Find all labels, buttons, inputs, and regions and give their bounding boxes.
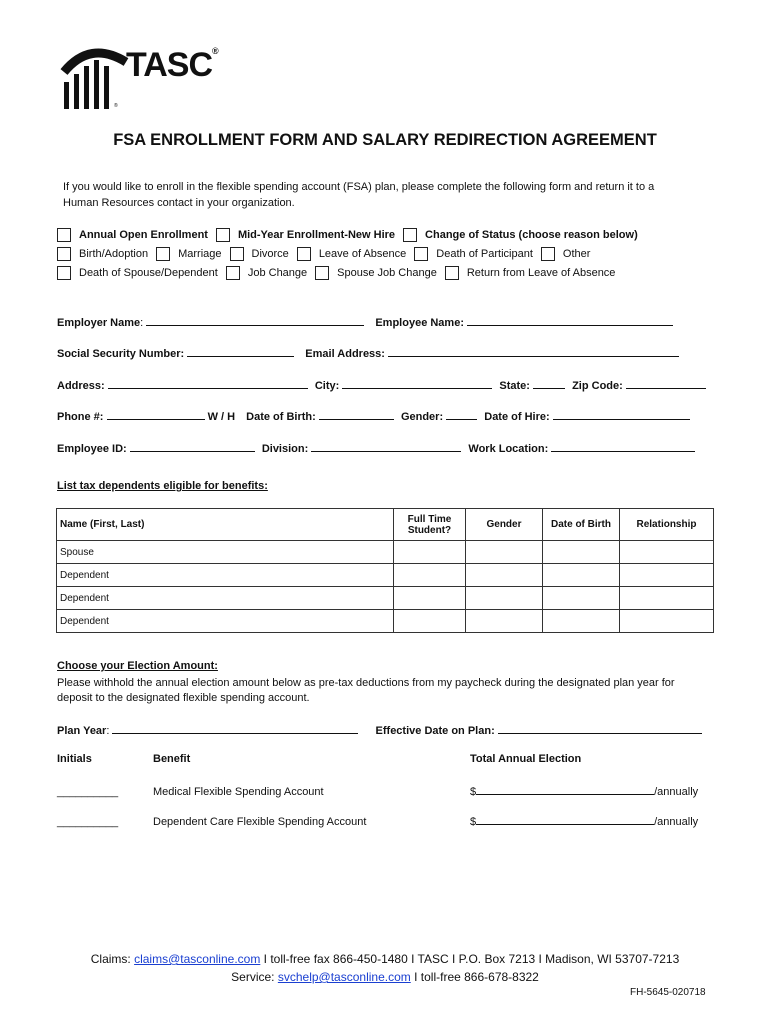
option-label: Return from Leave of Absence bbox=[466, 267, 616, 279]
col-relationship: Relationship bbox=[620, 509, 714, 541]
checkbox[interactable] bbox=[230, 247, 244, 261]
logo-bar-4 bbox=[94, 60, 99, 109]
cell[interactable] bbox=[620, 610, 714, 633]
gender-label: Gender: bbox=[400, 411, 444, 423]
email-label: Email Address: bbox=[305, 348, 385, 360]
option-death-spouse[interactable] bbox=[57, 266, 218, 280]
option-job-change[interactable] bbox=[226, 266, 307, 280]
logo-bar-1 bbox=[64, 82, 69, 109]
row-label[interactable]: Dependent bbox=[57, 610, 394, 633]
form-code: FH-5645-020718 bbox=[630, 987, 706, 998]
checkbox[interactable] bbox=[445, 266, 459, 280]
plan-year-label: Plan Year bbox=[57, 725, 107, 737]
phone-type-label: W / H bbox=[207, 411, 236, 423]
col-dob: Date of Birth bbox=[543, 509, 620, 541]
option-label: Spouse Job Change bbox=[337, 267, 437, 279]
table-row bbox=[57, 541, 714, 564]
claims-contact: I toll-free fax 866-450-1480 I TASC I P.O. Box 7213 I Madison, WI 53707-7213 bbox=[263, 952, 680, 966]
col-gender: Gender bbox=[466, 509, 543, 541]
cell[interactable] bbox=[620, 587, 714, 610]
checkbox[interactable] bbox=[226, 266, 240, 280]
cell[interactable] bbox=[466, 564, 543, 587]
work-location-label: Work Location: bbox=[468, 443, 549, 455]
col-name: Name (First, Last) bbox=[57, 509, 394, 541]
cell[interactable] bbox=[620, 541, 714, 564]
checkbox[interactable] bbox=[156, 247, 170, 261]
city-field[interactable] bbox=[342, 376, 492, 389]
option-label: Mid-Year Enrollment-New Hire bbox=[237, 229, 396, 241]
employer-name-row bbox=[57, 313, 673, 329]
city-label: City: bbox=[314, 380, 340, 392]
table-header-row bbox=[57, 509, 714, 541]
division-label: Division: bbox=[261, 443, 309, 455]
medical-fsa-label: Medical Flexible Spending Account bbox=[153, 786, 324, 798]
address-field[interactable] bbox=[108, 376, 308, 389]
employer-name-label: Employer Name bbox=[57, 317, 141, 329]
row-label[interactable]: Dependent bbox=[57, 587, 394, 610]
option-label: Death of Participant bbox=[436, 248, 533, 260]
service-label: Service: bbox=[231, 970, 275, 984]
option-other[interactable] bbox=[541, 247, 591, 261]
election-text-2: deposit to the designated flexible spending account. bbox=[57, 692, 310, 704]
option-death-participant[interactable] bbox=[414, 247, 533, 261]
zip-field[interactable] bbox=[626, 376, 706, 389]
phone-row bbox=[57, 407, 690, 423]
checkbox[interactable] bbox=[541, 247, 555, 261]
dependent-care-amount-field[interactable] bbox=[476, 814, 654, 825]
col-initials: Initials bbox=[57, 753, 92, 765]
dependent-care-initials-field[interactable]: __________ bbox=[57, 816, 119, 828]
option-label: Annual Open Enrollment bbox=[79, 229, 208, 241]
cell[interactable] bbox=[394, 610, 466, 633]
col-full-time bbox=[394, 509, 466, 541]
ssn-field[interactable] bbox=[187, 344, 294, 357]
cell[interactable] bbox=[543, 610, 620, 633]
ssn-row bbox=[57, 344, 679, 360]
state-field[interactable] bbox=[533, 376, 565, 389]
phone-field[interactable] bbox=[107, 407, 205, 420]
employee-id-row bbox=[57, 439, 695, 455]
dependent-care-fsa-label: Dependent Care Flexible Spending Account bbox=[153, 816, 367, 828]
cell[interactable] bbox=[394, 541, 466, 564]
option-leave-of-absence[interactable] bbox=[297, 247, 406, 261]
footer-service bbox=[0, 970, 770, 984]
checkbox[interactable] bbox=[57, 247, 71, 261]
checkbox[interactable] bbox=[315, 266, 329, 280]
col-full-time-line2: Student? bbox=[407, 524, 452, 536]
address-row bbox=[57, 376, 706, 392]
cell[interactable] bbox=[466, 541, 543, 564]
checkbox[interactable] bbox=[297, 247, 311, 261]
option-marriage[interactable] bbox=[156, 247, 221, 261]
employee-id-field[interactable] bbox=[130, 439, 255, 452]
doh-label: Date of Hire: bbox=[484, 411, 550, 423]
intro-line-1: If you would like to enroll in the flexible spending account (FSA) plan, please complete the following form and return it to a bbox=[63, 181, 655, 193]
ssn-label: Social Security Number: bbox=[57, 348, 185, 360]
medical-initials-field[interactable]: __________ bbox=[57, 786, 119, 798]
division-field[interactable] bbox=[311, 439, 461, 452]
option-label: Change of Status (choose reason below) bbox=[425, 229, 638, 241]
dob-label: Date of Birth: bbox=[246, 411, 316, 423]
option-label: Death of Spouse/Dependent bbox=[79, 267, 218, 279]
logo-tm: ® bbox=[114, 103, 118, 109]
employer-name-colon: : bbox=[140, 317, 144, 329]
option-return-leave[interactable] bbox=[445, 266, 616, 280]
footer-claims bbox=[0, 952, 770, 966]
employee-name-label: Employee Name: bbox=[375, 317, 464, 329]
col-benefit: Benefit bbox=[153, 753, 191, 765]
status-reason-row-1 bbox=[57, 247, 598, 261]
option-change-status[interactable] bbox=[403, 228, 638, 242]
cell[interactable] bbox=[543, 587, 620, 610]
claims-label: Claims: bbox=[90, 952, 131, 966]
annually-label: /annually bbox=[654, 786, 699, 798]
cell[interactable] bbox=[543, 541, 620, 564]
option-birth-adoption[interactable] bbox=[57, 247, 148, 261]
gender-field[interactable] bbox=[446, 407, 477, 420]
dollar-sign: $ bbox=[470, 816, 477, 828]
claims-email-link[interactable]: claims@tasconline.com bbox=[134, 952, 261, 966]
cell[interactable] bbox=[394, 564, 466, 587]
effective-date-field[interactable] bbox=[498, 721, 702, 734]
phone-label: Phone #: bbox=[57, 411, 104, 423]
doh-field[interactable] bbox=[553, 407, 690, 420]
work-location-field[interactable] bbox=[551, 439, 695, 452]
cell[interactable] bbox=[394, 587, 466, 610]
medical-amount-row bbox=[470, 784, 698, 800]
option-label: Divorce bbox=[251, 248, 289, 260]
col-full-time-line1: Full Time bbox=[407, 513, 452, 525]
dependent-care-amount-row bbox=[470, 814, 698, 830]
logo-bar-5 bbox=[104, 66, 109, 109]
state-label: State: bbox=[499, 380, 530, 392]
logo-wordmark: TASC® bbox=[126, 46, 218, 84]
logo-bar-3 bbox=[84, 66, 89, 109]
dob-field[interactable] bbox=[319, 407, 394, 420]
row-label[interactable]: Spouse bbox=[57, 541, 394, 564]
intro-line-2: Human Resources contact in your organization. bbox=[63, 197, 295, 209]
service-email-link[interactable]: svchelp@tasconline.com bbox=[277, 970, 411, 984]
dependents-heading: List tax dependents eligible for benefits: bbox=[57, 480, 268, 492]
address-label: Address: bbox=[57, 380, 105, 392]
cell[interactable] bbox=[466, 610, 543, 633]
page-title: FSA ENROLLMENT FORM AND SALARY REDIRECTION AGREEMENT bbox=[113, 131, 657, 149]
cell[interactable] bbox=[543, 564, 620, 587]
checkbox[interactable] bbox=[216, 228, 230, 242]
option-label: Marriage bbox=[178, 248, 222, 260]
dollar-sign: $ bbox=[470, 786, 477, 798]
enrollment-type-row bbox=[57, 228, 646, 242]
dependents-table bbox=[56, 508, 714, 633]
col-total: Total Annual Election bbox=[470, 753, 582, 765]
checkbox[interactable] bbox=[414, 247, 428, 261]
option-mid-year[interactable] bbox=[216, 228, 395, 242]
service-contact: I toll-free 866-678-8322 bbox=[414, 970, 539, 984]
option-label: Leave of Absence bbox=[318, 248, 407, 260]
row-label[interactable]: Dependent bbox=[57, 564, 394, 587]
table-row bbox=[57, 564, 714, 587]
option-annual-open[interactable] bbox=[57, 228, 208, 242]
medical-amount-field[interactable] bbox=[476, 784, 654, 795]
checkbox[interactable] bbox=[57, 228, 71, 242]
checkbox[interactable] bbox=[403, 228, 417, 242]
plan-year-colon: : bbox=[106, 725, 110, 737]
effective-date-label: Effective Date on Plan: bbox=[375, 725, 495, 737]
option-label: Job Change bbox=[247, 267, 308, 279]
logo-bar-2 bbox=[74, 74, 79, 109]
option-label: Birth/Adoption bbox=[79, 248, 149, 260]
election-text-1: Please withhold the annual election amount below as pre-tax deductions from my paycheck during the designated plan year for bbox=[57, 677, 675, 689]
email-field[interactable] bbox=[388, 344, 679, 357]
employee-name-field[interactable] bbox=[467, 313, 673, 326]
table-row bbox=[57, 587, 714, 610]
zip-label: Zip Code: bbox=[572, 380, 623, 392]
option-divorce[interactable] bbox=[230, 247, 289, 261]
cell[interactable] bbox=[466, 587, 543, 610]
employee-id-label: Employee ID: bbox=[57, 443, 127, 455]
checkbox[interactable] bbox=[57, 266, 71, 280]
annually-label: /annually bbox=[654, 816, 699, 828]
plan-year-row bbox=[57, 721, 702, 737]
cell[interactable] bbox=[620, 564, 714, 587]
plan-year-field[interactable] bbox=[112, 721, 358, 734]
election-heading: Choose your Election Amount: bbox=[57, 660, 218, 672]
status-reason-row-2 bbox=[57, 266, 623, 280]
employer-name-field[interactable] bbox=[146, 313, 364, 326]
option-label: Other bbox=[562, 248, 591, 260]
option-spouse-job-change[interactable] bbox=[315, 266, 437, 280]
table-row bbox=[57, 610, 714, 633]
